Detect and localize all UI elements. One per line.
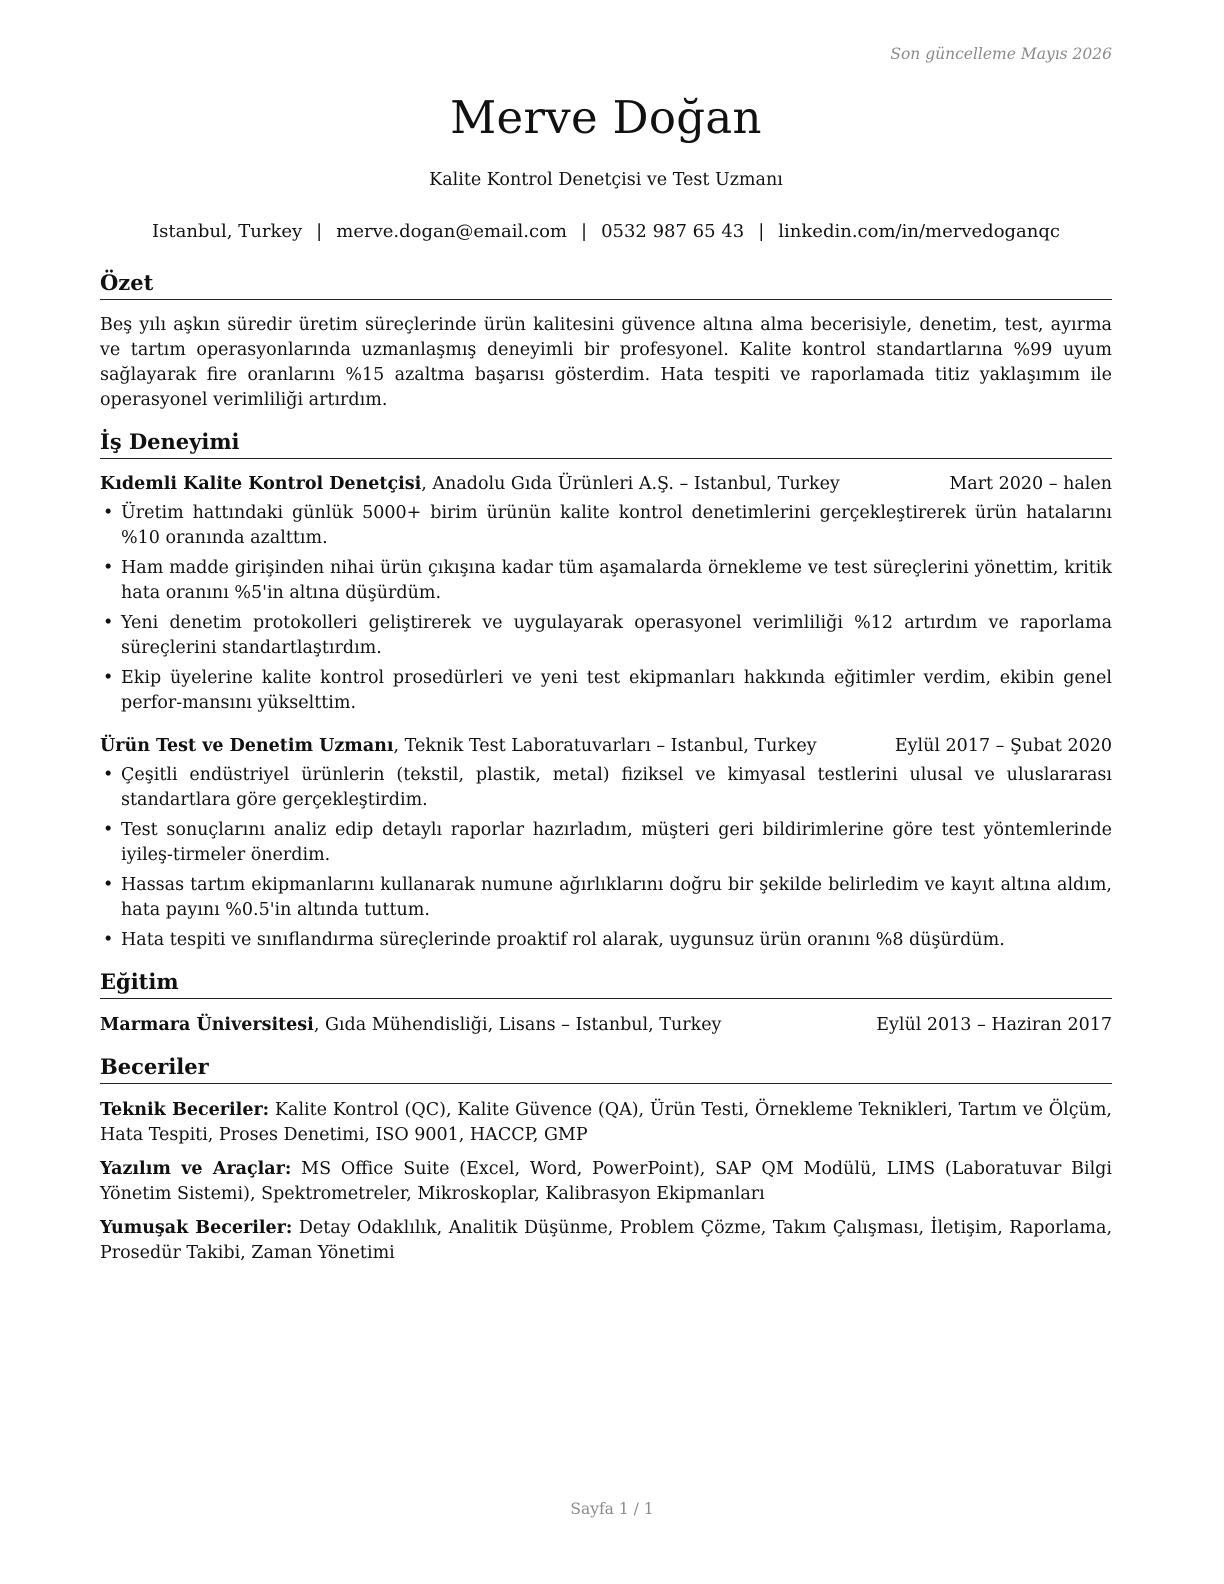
resume-content [100,268,1112,1266]
bullet-dot-icon: • [103,668,114,688]
bullet-item [100,928,1112,953]
bullet-dot-icon: • [103,930,114,950]
skill-group-label: Yumuşak Beceriler: [100,1218,293,1238]
summary-text: Beş yılı aşkın süredir üretim süreçlerinde ürün kalitesini güvence altına alma becerisiyle, denetim, test, ayırma ve tartım operasyonlarında uzmanlaşmış deneyimli bir profesyonel. Kalite kontrol standartlarına %99 uyum sağlayarak fire oranlarını %15 azaltma başarısı gösterdim. Hata tespiti ve raporlamada titiz yaklaşımım ile operasyonel verimliliği artırdım. [100,315,1112,410]
last-updated-note: Son güncelleme Mayıs 2026 [890,45,1112,63]
bullet-item [100,501,1112,551]
job-header [100,734,1112,759]
bullet-item [100,611,1112,661]
bullet-dot-icon: • [103,613,114,633]
education-entry [100,1013,1112,1038]
job-entry [100,472,1112,716]
education-dates: Eylül 2013 – Haziran 2017 [876,1015,1112,1035]
contact-linkedin[interactable]: linkedin.com/in/mervedoganqc [778,221,1060,242]
bullet-text: Hassas tartım ekipmanlarını kullanarak numune ağırlıklarını doğru bir şekilde belirledim ve kayıt altına aldım, hata payını %0.5'in altında tuttum. [121,875,1112,920]
education-heading: Eğitim [100,967,1112,999]
job-entry [100,734,1112,953]
candidate-title: Kalite Kontrol Denetçisi ve Test Uzmanı [429,170,783,190]
bullet-text: Test sonuçlarını analiz edip detaylı raporlar hazırladım, müşteri geri bildirimlerine göre test yöntemlerinde iyileş-tirmeler önerdim. [121,820,1112,865]
job-bullets [100,763,1112,953]
bullet-item [100,763,1112,813]
bullet-item [100,873,1112,923]
bullet-dot-icon: • [103,558,114,578]
job-title-line [100,734,817,759]
contact-line [100,219,1112,245]
skills-heading: Beceriler [100,1052,1112,1084]
education-school: Marmara Üniversitesi [100,1015,314,1035]
education-details: , Gıda Mühendisliği, Lisans – Istanbul, Turkey [313,1015,722,1035]
bullet-dot-icon: • [103,875,114,895]
job-title-line [100,472,840,497]
skill-group-text: MS Office Suite (Excel, Word, PowerPoint), SAP QM Modülü, LIMS (Laboratuvar Bilgi Yönetim Sistemi), Spektrometreler, Mikroskoplar, Kalibrasyon Ekipmanları [100,1159,1112,1204]
experience-heading: İş Deneyimi [100,427,1112,459]
job-header [100,472,1112,497]
contact-separator: | [316,221,323,242]
summary-heading: Özet [100,268,1112,300]
bullet-item [100,818,1112,868]
job-role: Kıdemli Kalite Kontrol Denetçisi [100,474,422,494]
contact-email[interactable]: merve.dogan@email.com [336,221,567,242]
bullet-text: Ham madde girişinden nihai ürün çıkışına kadar tüm aşamalarda örnekleme ve test süreçlerini yönettim, kritik hata oranını %5'in altına düşürdüm. [121,558,1112,603]
job-company: , Anadolu Gıda Ürünleri A.Ş. – Istanbul, Turkey [421,474,840,494]
bullet-item [100,666,1112,716]
skill-group-technical [100,1098,1112,1148]
skill-group-software [100,1157,1112,1207]
contact-separator: | [581,221,588,242]
job-dates: Mart 2020 – halen [949,474,1112,494]
bullet-text: Üretim hattındaki günlük 5000+ birim ürünün kalite kontrol denetimlerini gerçekleştirerek ürün hatalarını %10 oranında azalttım. [121,503,1112,548]
job-company: , Teknik Test Laboratuvarları – Istanbul, Turkey [393,736,817,756]
bullet-dot-icon: • [103,503,114,523]
skill-group-text: Detay Odaklılık, Analitik Düşünme, Problem Çözme, Takım Çalışması, İletişim, Raporlama, Prosedür Takibi, Zaman Yönetimi [100,1218,1113,1263]
bullet-item [100,556,1112,606]
bullet-text: Çeşitli endüstriyel ürünlerin (tekstil, plastik, metal) fiziksel ve kimyasal testlerini ulusal ve uluslararası standartlara göre gerçekleştirdim. [121,765,1112,810]
job-bullets [100,501,1112,716]
skill-group-label: Yazılım ve Araçlar: [100,1159,292,1179]
job-role: Ürün Test ve Denetim Uzmanı [100,736,394,756]
education-line [100,1013,721,1038]
skill-group-soft [100,1216,1112,1266]
bullet-dot-icon: • [103,820,114,840]
bullet-text: Yeni denetim protokolleri geliştirerek ve uygulayarak operasyonel verimliliği %12 artırdım ve raporlama süreçlerini standartlaştırdım. [121,613,1112,658]
contact-separator: | [758,221,765,242]
contact-location: Istanbul, Turkey [152,221,303,242]
bullet-text: Ekip üyelerine kalite kontrol prosedürleri ve yeni test ekipmanları hakkında eğitimler verdim, ekibin genel perfor-mansını yükselttim. [121,668,1112,713]
contact-phone: 0532 987 65 43 [601,221,745,242]
skill-group-text: Kalite Kontrol (QC), Kalite Güvence (QA), Ürün Testi, Örnekleme Teknikleri, Tartım ve Ölçüm, Hata Tespiti, Proses Denetimi, ISO 9001, HACCP, GMP [100,1100,1112,1145]
job-dates: Eylül 2017 – Şubat 2020 [894,736,1112,756]
candidate-name: Merve Doğan [450,91,762,144]
page-number: Sayfa 1 / 1 [570,1500,654,1518]
bullet-dot-icon: • [103,765,114,785]
bullet-text: Hata tespiti ve sınıflandırma süreçlerinde proaktif rol alarak, uygunsuz ürün oranını %8 düşürdüm. [121,930,1005,950]
skill-group-label: Teknik Beceriler: [100,1100,270,1120]
